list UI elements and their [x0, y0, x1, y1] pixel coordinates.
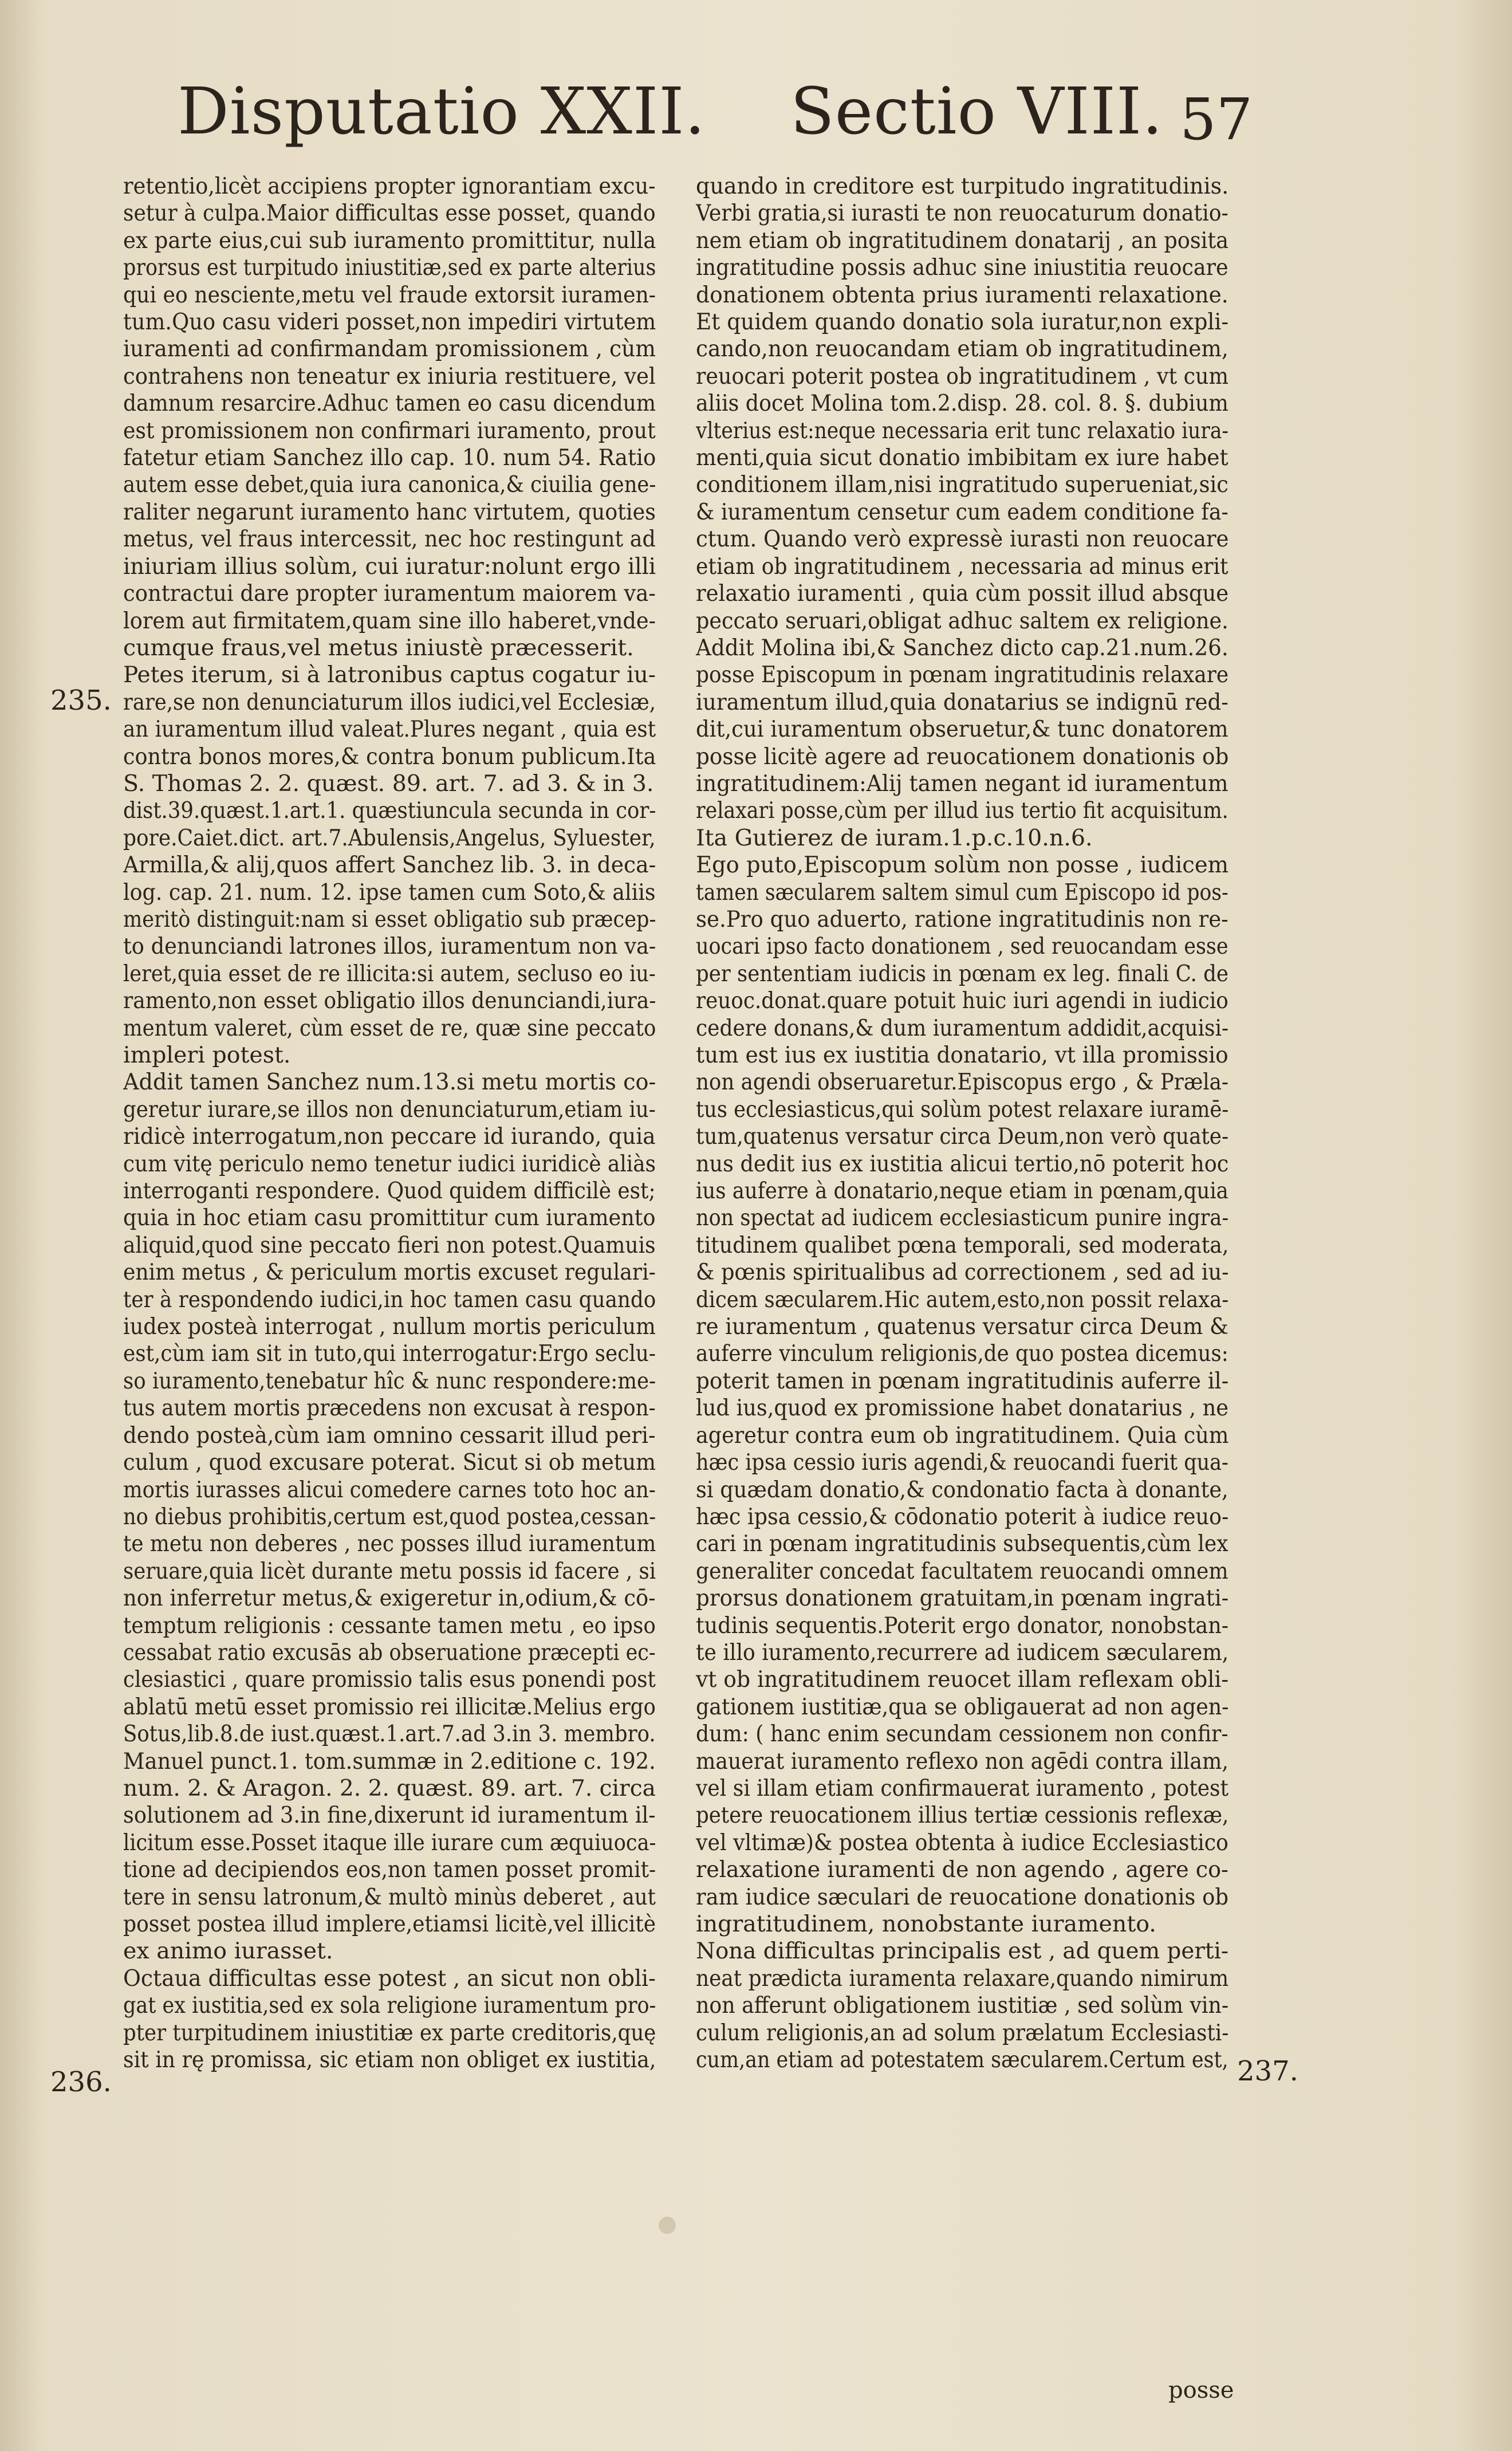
text-line: cum,an etiam ad potestatem sæcularem.Certum est,: [696, 2047, 1228, 2074]
text-line: metus, vel fraus intercessit, nec hoc restingunt ad: [123, 526, 656, 553]
text-line: ablatū metū esset promissio rei illicitæ.Melius ergo: [123, 1693, 656, 1720]
text-line: cessabat ratio excusās ab obseruatione præcepti ec-: [123, 1639, 656, 1666]
text-line: enim metus , & periculum mortis excuset regulari-: [123, 1259, 656, 1286]
text-line: nem etiam ob ingratitudinem donatarij , an posita: [696, 227, 1228, 254]
text-line: no diebus prohibitis,certum est,quod postea,cessan-: [123, 1503, 656, 1530]
text-line: re iuramentum , quatenus versatur circa Deum &: [696, 1313, 1228, 1340]
text-line: retentio,licèt accipiens propter ignorantiam excu-: [123, 173, 656, 199]
text-line: nus dedit ius ex iustitia alicui tertio,nō poterit hoc: [696, 1150, 1228, 1177]
text-line: tione ad decipiendos eos,non tamen posset promit-: [123, 1856, 656, 1883]
text-line: poterit tamen in pœnam ingratitudinis auferre il-: [696, 1367, 1228, 1394]
text-line: neat prædicta iuramenta relaxare,quando nimirum: [696, 1965, 1228, 1992]
text-line: tus autem mortis præcedens non excusat à respon-: [123, 1395, 656, 1422]
text-line: ingratitudinem, nonobstante iuramento.: [696, 1911, 1156, 1937]
text-line: reuocari poterit postea ob ingratitudinem , vt cum: [696, 363, 1228, 390]
text-line: meritò distinguit:nam si esset obligatio sub præcep-: [123, 906, 656, 933]
text-line: Verbi gratia,si iurasti te non reuocaturum donatio-: [696, 200, 1228, 227]
text-line: an iuramentum illud valeat.Plures negant , quia est: [123, 716, 656, 743]
text-line: ingratitudinem:Alij tamen negant id iuramentum: [696, 770, 1228, 797]
text-line: posse licitè agere ad reuocationem donationis ob: [696, 743, 1228, 770]
text-line: Addit tamen Sanchez num.13.si metu mortis co-: [123, 1069, 656, 1096]
text-line: si quædam donatio,& condonatio facta à donante,: [696, 1476, 1228, 1503]
text-line: sit in rę promissa, sic etiam non obliget ex iustitia,: [123, 2047, 656, 2074]
text-line: S. Thomas 2. 2. quæst. 89. art. 7. ad 3. & in 3.: [123, 770, 654, 797]
text-line: seruare,quia licèt durante metu possis id facere , si: [123, 1557, 656, 1584]
text-line: non inferretur metus,& exigeretur in,odium,& cō-: [123, 1585, 656, 1612]
text-line: te illo iuramento,recurrere ad iudicem sæcularem,: [696, 1639, 1228, 1666]
text-line: setur à culpa.Maior difficultas esse posset, quando: [123, 200, 656, 227]
text-line: hæc ipsa cessio iuris agendi,& reuocandi fuerit qua-: [696, 1449, 1228, 1476]
text-line: contra bonos mores,& contra bonum publicum.Ita: [123, 743, 656, 770]
text-line: reuoc.donat.quare potuit huic iuri agendi in iudicio: [696, 988, 1228, 1014]
text-line: leret,quia esset de re illicita:si autem, secluso eo iu-: [123, 960, 656, 987]
text-line: ex animo iurasset.: [123, 1938, 333, 1965]
text-line: Manuel punct.1. tom.summæ in 2.editione c. 192.: [123, 1748, 656, 1775]
text-line: geretur iurare,se illos non denunciaturum,etiam iu-: [123, 1096, 656, 1123]
text-line: Addit Molina ibi,& Sanchez dicto cap.21.num.26.: [696, 634, 1228, 661]
page-number: 57: [1180, 86, 1253, 153]
text-line: dum: ( hanc enim secundam cessionem non confir-: [696, 1721, 1228, 1748]
header-left-title: Disputatio XXII.: [178, 74, 706, 149]
text-line: cumque fraus,vel metus iniustè præcesserit.: [123, 634, 634, 661]
text-line: est,cùm iam sit in tuto,qui interrogatur:Ergo seclu-: [123, 1340, 656, 1367]
text-line: ridicè interrogatum,non peccare id iurando, quia: [123, 1123, 656, 1150]
text-line: tum.Quo casu videri posset,non impediri virtutem: [123, 309, 656, 336]
catchword: posse: [1168, 2377, 1234, 2403]
text-line: culum , quod excusare poterat. Sicut si ob metum: [123, 1449, 656, 1476]
text-line: lorem aut firmitatem,quam sine illo haberet,vnde-: [123, 607, 656, 634]
text-line: cando,non reuocandam etiam ob ingratitudinem,: [696, 336, 1228, 363]
text-line: petere reuocationem illius tertiæ cessionis reflexæ,: [696, 1802, 1228, 1829]
text-line: mauerat iuramento reflexo non agēdi contra illam,: [696, 1748, 1228, 1775]
text-line: aliis docet Molina tom.2.disp. 28. col. 8. §. dubium: [696, 390, 1228, 417]
text-line: menti,quia sicut donatio imbibitam ex iure habet: [696, 444, 1228, 471]
text-line: Octaua difficultas esse potest , an sicut non obli-: [123, 1965, 656, 1992]
text-line: donationem obtenta prius iuramenti relaxatione.: [696, 281, 1228, 308]
text-line: cum vitę periculo nemo tenetur iudici iuridicè aliàs: [123, 1150, 656, 1177]
text-line: culum religionis,an ad solum prælatum Ecclesiasti-: [696, 2019, 1228, 2046]
text-line: gat ex iustitia,sed ex sola religione iuramentum pro-: [123, 1992, 656, 2019]
text-line: titudinem qualibet pœna temporali, sed moderata,: [696, 1232, 1228, 1258]
text-line: ramento,non esset obligatio illos denunciandi,iura-: [123, 988, 656, 1014]
text-line: raliter negarunt iuramento hanc virtutem, quoties: [123, 498, 656, 525]
text-line: pore.Caiet.dict. art.7.Abulensis,Angelus, Syluester,: [123, 824, 656, 851]
text-line: aliquid,quod sine peccato fieri non potest.Quamuis: [123, 1232, 656, 1258]
text-line: est promissionem non confirmari iuramento, prout: [123, 417, 656, 444]
text-line: iudex posteà interrogat , nullum mortis periculum: [123, 1313, 656, 1340]
text-line: relaxatione iuramenti de non agendo , agere co-: [696, 1856, 1228, 1883]
text-line: tum,quatenus versatur circa Deum,non verò quate-: [696, 1123, 1228, 1150]
text-line: tudinis sequentis.Poterit ergo donator, nonobstan-: [696, 1612, 1228, 1639]
text-line: so iuramento,tenebatur hîc & nunc respondere:me-: [123, 1367, 656, 1394]
text-line: temptum religionis : cessante tamen metu , eo ipso: [123, 1612, 656, 1639]
text-line: iuramentum illud,quia donatarius se indignū red-: [696, 689, 1228, 715]
text-line: relaxatio iuramenti , quia cùm possit illud absque: [696, 580, 1228, 607]
running-header: [172, 74, 1317, 160]
text-line: & pœnis spiritualibus ad correctionem , sed ad iu-: [696, 1259, 1228, 1286]
text-line: qui eo nesciente,metu vel fraude extorsit iuramen-: [123, 281, 656, 308]
text-line: relaxari posse,cùm per illud ius tertio fit acquisitum.: [696, 797, 1228, 824]
text-line: autem esse debet,quia iura canonica,& ciuilia gene-: [123, 471, 656, 498]
text-line: pter turpitudinem iniustitiæ ex parte creditoris,quę: [123, 2019, 656, 2046]
page-blemish: [659, 2217, 676, 2234]
text-line: contrahens non teneatur ex iniuria restituere, vel: [123, 363, 656, 390]
text-line: ctum. Quando verò expressè iurasti non reuocare: [696, 526, 1228, 553]
text-line: non agendi obseruaretur.Episcopus ergo , & Præla-: [696, 1069, 1228, 1096]
text-line: impleri potest.: [123, 1042, 291, 1068]
text-line: tus ecclesiasticus,qui solùm potest relaxare iuramē-: [696, 1096, 1228, 1123]
left-text-column: [123, 173, 656, 2074]
text-line: vel vltimæ)& postea obtenta à iudice Ecclesiastico: [696, 1829, 1228, 1856]
text-line: mentum valeret, cùm esset de re, quæ sine peccato: [123, 1014, 656, 1041]
text-line: rare,se non denunciaturum illos iudici,vel Ecclesiæ,: [123, 689, 656, 715]
text-line: per sententiam iudicis in pœnam ex leg. finali C. de: [696, 960, 1228, 987]
text-line: lud ius,quod ex promissione habet donatarius , ne: [696, 1395, 1228, 1422]
right-text-column: [696, 173, 1228, 2074]
text-line: prorsus est turpitudo iniustitiæ,sed ex parte alterius: [123, 254, 656, 281]
text-line: solutionem ad 3.in fine,dixerunt id iuramentum il-: [123, 1802, 656, 1829]
text-line: tum est ius ex iustitia donatario, vt illa promissio: [696, 1042, 1228, 1068]
text-line: se.Pro quo aduerto, ratione ingratitudinis non re-: [696, 906, 1228, 933]
text-line: vt ob ingratitudinem reuocet illam reflexam obli-: [696, 1666, 1228, 1693]
text-line: dicem sæcularem.Hic autem,esto,non possit relaxa-: [696, 1286, 1228, 1313]
text-line: contractui dare propter iuramentum maiorem va-: [123, 580, 656, 607]
text-line: Ego puto,Episcopum solùm non posse , iudicem: [696, 852, 1228, 879]
text-line: te metu non deberes , nec posses illud iuramentum: [123, 1531, 656, 1557]
text-line: tere in sensu latronum,& multò minùs deberet , aut: [123, 1883, 656, 1910]
text-line: Sotus,lib.8.de iust.quæst.1.art.7.ad 3.in 3. membro.: [123, 1721, 656, 1748]
text-line: dendo posteà,cùm iam omnino cessarit illud peri-: [123, 1422, 656, 1449]
text-line: posset postea illud implere,etiamsi licitè,vel illicitè: [123, 1911, 656, 1937]
margin-number-236: 236.: [50, 2066, 112, 2098]
text-line: iniuriam illius solùm, cui iuratur:nolunt ergo illi: [123, 553, 656, 580]
text-line: vel si illam etiam confirmauerat iuramento , potest: [696, 1775, 1228, 1801]
text-line: cedere donans,& dum iuramentum addidit,acquisi-: [696, 1014, 1228, 1041]
text-line: interroganti respondere. Quod quidem difficilè est;: [123, 1178, 656, 1205]
text-line: ius auferre à donatario,neque etiam in pœnam,quia: [696, 1178, 1228, 1205]
text-line: ingratitudine possis adhuc sine iniustitia reuocare: [696, 254, 1228, 281]
text-line: dit,cui iuramentum obseruetur,& tunc donatorem: [696, 716, 1228, 743]
text-line: quia in hoc etiam casu promittitur cum iuramento: [123, 1205, 656, 1232]
text-line: iuramenti ad confirmandam promissionem , cùm: [123, 336, 656, 363]
text-line: clesiastici , quare promissio talis esus ponendi post: [123, 1666, 656, 1693]
text-line: mortis iurasses alicui comedere carnes toto hoc an-: [123, 1476, 656, 1503]
text-line: quando in creditore est turpitudo ingratitudinis.: [696, 173, 1228, 199]
text-line: Petes iterum, si à latronibus captus cogatur iu-: [123, 662, 656, 689]
margin-number-235: 235.: [50, 684, 112, 717]
text-line: vlterius est:neque necessaria erit tunc relaxatio iura-: [696, 417, 1228, 444]
text-line: peccato seruari,obligat adhuc saltem ex religione.: [696, 607, 1228, 634]
text-line: num. 2. & Aragon. 2. 2. quæst. 89. art. 7. circa: [123, 1775, 656, 1801]
text-line: gationem iustitiæ,qua se obligauerat ad non agen-: [696, 1693, 1228, 1720]
text-line: to denunciandi latrones illos, iuramentum non va-: [123, 933, 656, 960]
text-line: non afferunt obligationem iustitiæ , sed solùm vin-: [696, 1992, 1228, 2019]
text-line: conditionem illam,nisi ingratitudo superueniat,sic: [696, 471, 1228, 498]
margin-number-237: 237.: [1237, 2055, 1298, 2087]
text-line: uocari ipso facto donationem , sed reuocandam esse: [696, 933, 1228, 960]
text-line: damnum resarcire.Adhuc tamen eo casu dicendum: [123, 390, 656, 417]
text-line: Armilla,& alij,quos affert Sanchez lib. 3. in deca-: [123, 852, 656, 879]
text-line: non spectat ad iudicem ecclesiasticum punire ingra-: [696, 1205, 1228, 1232]
text-line: ter à respondendo iudici,in hoc tamen casu quando: [123, 1286, 656, 1313]
text-line: ageretur contra eum ob ingratitudinem. Quia cùm: [696, 1422, 1228, 1449]
text-line: Ita Gutierez de iuram.1.p.c.10.n.6.: [696, 824, 1093, 851]
text-line: tamen sæcularem saltem simul cum Episcopo id pos-: [696, 879, 1228, 906]
text-line: ram iudice sæculari de reuocatione donationis ob: [696, 1883, 1228, 1910]
text-line: hæc ipsa cessio,& cōdonatio poterit à iudice reuo-: [696, 1503, 1228, 1530]
text-line: licitum esse.Posset itaque ille iurare cum æquiuoca-: [123, 1829, 656, 1856]
text-line: dist.39.quæst.1.art.1. quæstiuncula secunda in cor-: [123, 797, 656, 824]
text-line: etiam ob ingratitudinem , necessaria ad minus erit: [696, 553, 1228, 580]
text-line: auferre vinculum religionis,de quo postea dicemus:: [696, 1340, 1228, 1367]
text-line: ex parte eius,cui sub iuramento promittitur, nulla: [123, 227, 656, 254]
text-line: & iuramentum censetur cum eadem conditione fa-: [696, 498, 1228, 525]
text-line: log. cap. 21. num. 12. ipse tamen cum Soto,& aliis: [123, 879, 656, 906]
text-line: posse Episcopum in pœnam ingratitudinis relaxare: [696, 662, 1228, 689]
text-line: generaliter concedat facultatem reuocandi omnem: [696, 1557, 1228, 1584]
text-line: Et quidem quando donatio sola iuratur,non expli-: [696, 309, 1228, 336]
header-right-title: Sectio VIII.: [790, 74, 1163, 149]
text-line: prorsus donationem gratuitam,in pœnam ingrati-: [696, 1585, 1228, 1612]
text-line: cari in pœnam ingratitudinis subsequentis,cùm lex: [696, 1531, 1228, 1557]
text-line: Nona difficultas principalis est , ad quem perti-: [696, 1938, 1228, 1965]
text-line: fatetur etiam Sanchez illo cap. 10. num 54. Ratio: [123, 444, 656, 471]
